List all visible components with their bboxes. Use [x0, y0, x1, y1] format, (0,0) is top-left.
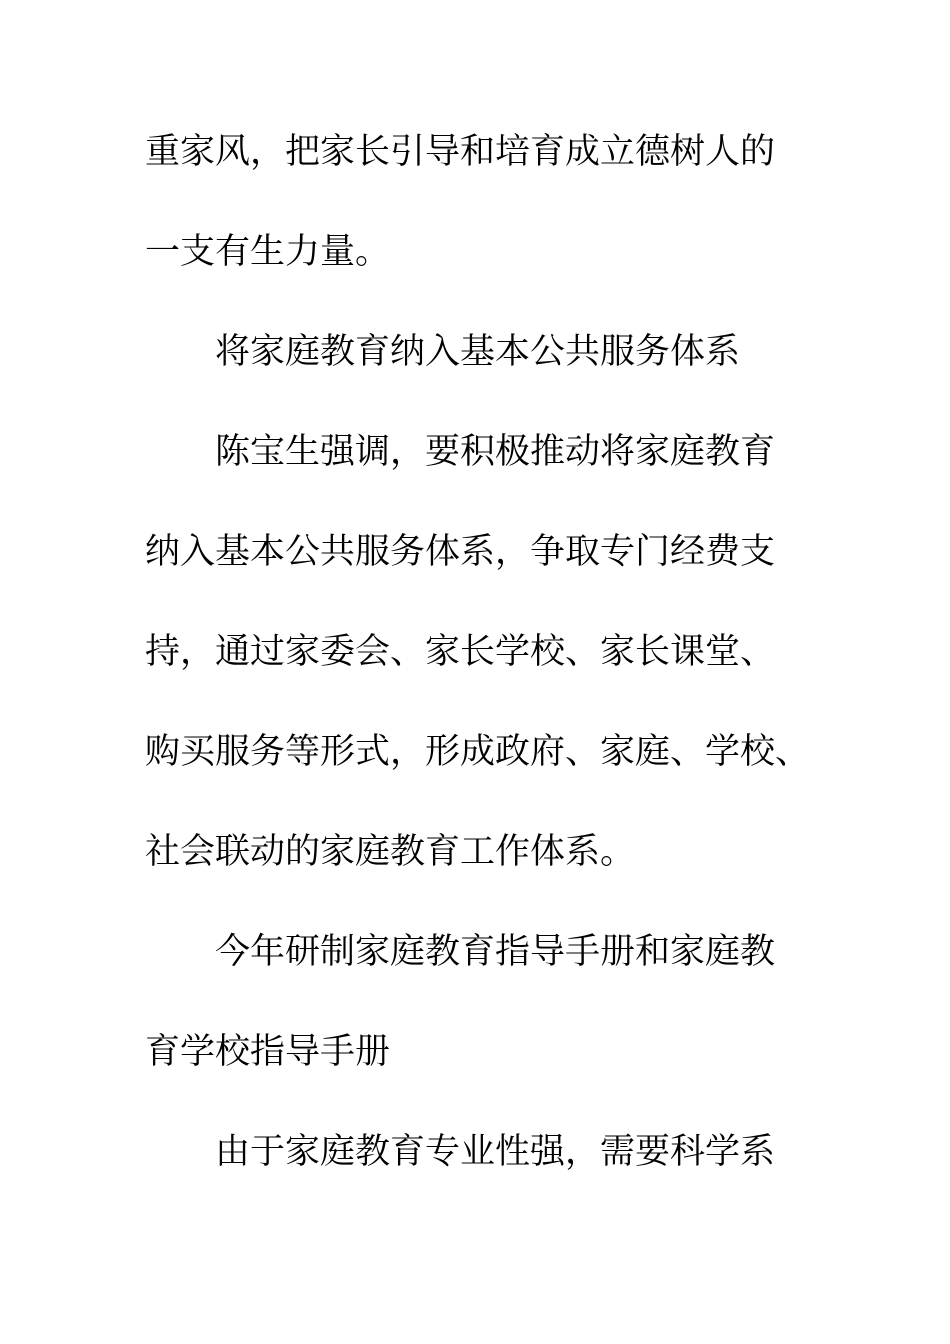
section-heading-guide-manual-cont: 育学校指导手册 — [145, 1032, 391, 1072]
paragraph-line-8: 由于家庭教育专业性强，需要科学系 — [215, 1132, 776, 1172]
paragraph-line-5: 持，通过家委会、家长学校、家长课堂、 — [145, 632, 776, 672]
paragraph-line-3: 陈宝生强调，要积极推动将家庭教育 — [215, 432, 776, 472]
paragraph-line-1: 重家风，把家长引导和培育成立德树人的 — [145, 132, 776, 172]
paragraph-line-6: 购买服务等形式，形成政府、家庭、学校、 — [145, 732, 811, 772]
paragraph-line-7: 社会联动的家庭教育工作体系。 — [145, 832, 636, 872]
paragraph-line-4: 纳入基本公共服务体系，争取专门经费支 — [145, 532, 776, 572]
section-heading-guide-manual: 今年研制家庭教育指导手册和家庭教 — [215, 932, 776, 972]
section-heading-public-service: 将家庭教育纳入基本公共服务体系 — [215, 332, 741, 372]
paragraph-line-2: 一支有生力量。 — [145, 232, 391, 272]
